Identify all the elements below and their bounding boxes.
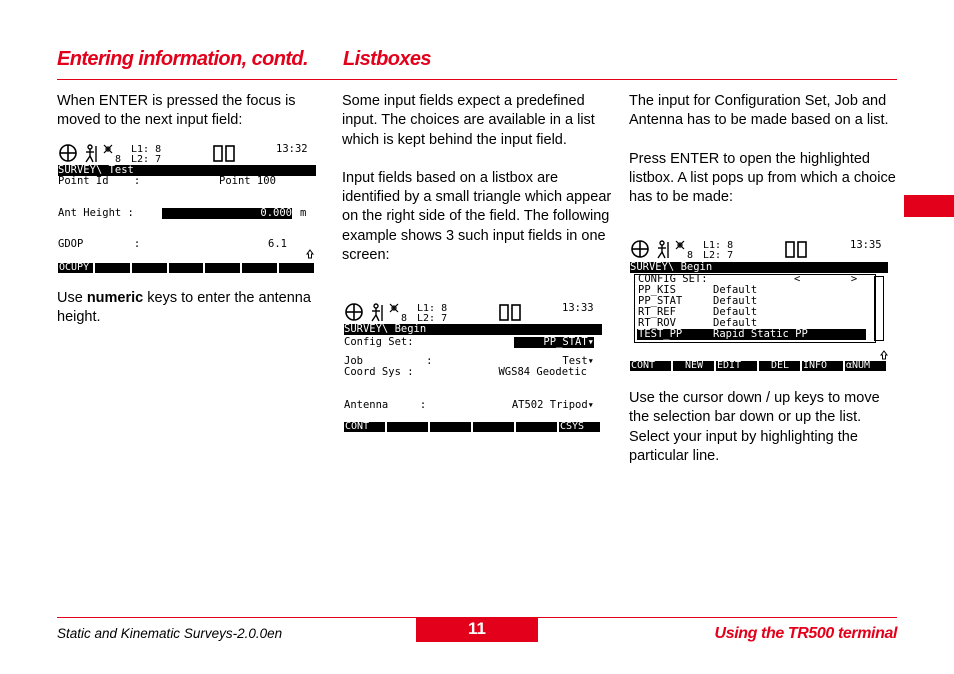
softkey[interactable] (132, 263, 169, 273)
lcd-screen-2 (344, 302, 602, 434)
satellite-icon (676, 241, 684, 249)
crosshair-icon (632, 241, 648, 257)
walker-icon (372, 304, 382, 321)
footer-document-title: Static and Kinematic Surveys-2.0.0en (57, 626, 283, 641)
paragraph: When ENTER is pressed the focus is moved to the next input field: (57, 93, 296, 129)
gdop-value: 6.1 (268, 238, 287, 250)
paragraph: The input for Configuration Set, Job and Antenna has to be made based on a list. (629, 93, 889, 129)
field-label: GDOP : (58, 238, 141, 250)
walker-icon (86, 145, 96, 162)
point-id-field[interactable]: Point 100 (219, 175, 276, 187)
header-rule (57, 79, 897, 80)
softkey[interactable] (387, 422, 430, 432)
softkey[interactable] (473, 422, 516, 432)
column-1 (57, 92, 327, 131)
crosshair-icon (60, 145, 76, 161)
paragraph: Some input fields expect a predefined input. The choices are available in a list which is kept behind the input field. (342, 93, 595, 148)
listbox-header: CONFIG SET: (638, 273, 708, 285)
column-2 (342, 92, 614, 265)
scrollbar[interactable] (874, 276, 884, 341)
satellite-icon (390, 304, 398, 312)
softkey-csys[interactable]: CSYS (559, 422, 600, 432)
listbox-arrows[interactable]: < > (794, 273, 858, 285)
paragraph: Use numeric keys to enter the antenna height. (57, 290, 311, 326)
clock: 13:33 (562, 302, 594, 314)
list-item[interactable]: PP_KIS Default (638, 284, 758, 296)
walker-icon (658, 241, 668, 258)
column-3 (629, 92, 901, 207)
softkey[interactable] (95, 263, 132, 273)
clock: 13:32 (276, 143, 308, 155)
satellite-icon (104, 145, 112, 153)
unit-label: m (300, 207, 307, 219)
chapter-tab (904, 195, 954, 217)
lcd-screen-1 (58, 143, 316, 275)
softkey[interactable] (205, 263, 242, 273)
lcd-screen-3 (630, 239, 888, 373)
softkey-bar (630, 361, 886, 371)
screen-title: SURVEY\ Begin (344, 324, 602, 335)
satellite-count: 8 (401, 313, 408, 324)
job-listbox[interactable]: Test▾ (562, 355, 594, 367)
coord-sys-field[interactable]: WGS84 Geodetic (498, 366, 587, 378)
section-subtitle: Listboxes (343, 48, 431, 70)
field-label: Job : (344, 355, 433, 367)
list-item-selected[interactable]: TEST_PP Rapid Static PP (637, 329, 866, 340)
softkey-alphanum[interactable]: αNUM (845, 361, 886, 371)
footer-chapter-title: Using the TR500 terminal (714, 625, 897, 642)
l1-satellites: L1: 8 (703, 240, 734, 251)
field-label: Point Id : (58, 175, 141, 187)
softkey-bar (344, 422, 600, 432)
softkey[interactable] (169, 263, 206, 273)
softkey-new[interactable]: NEW (673, 361, 716, 371)
battery-icon (214, 146, 234, 161)
shift-arrow-icon (880, 350, 888, 360)
screen-title: SURVEY\ Test (58, 165, 316, 176)
list-item[interactable]: RT_ROV Default (638, 317, 758, 329)
list-item[interactable]: PP_STAT Default (638, 295, 758, 307)
field-label: Config Set: (344, 336, 414, 348)
config-set-listbox[interactable]: PP_STAT▾ (514, 337, 594, 348)
l2-satellites: L2: 7 (131, 154, 162, 165)
antenna-height-field[interactable]: 0.000 (162, 208, 292, 219)
page-number: 11 (416, 618, 538, 642)
softkey-cont[interactable]: CONT (344, 422, 387, 432)
column-3-note (629, 389, 901, 466)
field-label: Antenna : (344, 399, 427, 411)
softkey[interactable] (516, 422, 559, 432)
softkey-ocupy[interactable]: OCUPY (58, 263, 95, 273)
softkey-bar (58, 263, 314, 273)
crosshair-icon (346, 304, 362, 320)
l2-satellites: L2: 7 (417, 313, 448, 324)
battery-icon (786, 242, 806, 257)
field-label: Ant Height : (58, 207, 134, 219)
section-title: Entering information, contd. (57, 48, 308, 70)
screen-title: SURVEY\ Begin (630, 262, 888, 273)
softkey-info[interactable]: INFO (802, 361, 845, 371)
softkey-del[interactable]: DEL (759, 361, 802, 371)
l1-satellites: L1: 8 (131, 144, 162, 155)
softkey-cont[interactable]: CONT (630, 361, 673, 371)
l2-satellites: L2: 7 (703, 250, 734, 261)
paragraph: Input fields based on a listbox are identified by a small triangle which appear on the right side of the field. The following example shows 3 such input fields in one screen: (342, 169, 612, 264)
column-1-note (57, 289, 327, 328)
shift-arrow-icon (306, 249, 314, 259)
satellite-count: 8 (115, 154, 122, 165)
l1-satellites: L1: 8 (417, 303, 448, 314)
softkey[interactable] (279, 263, 314, 273)
paragraph: Press ENTER to open the highlighted listbox. A list pops up from which a choice has to be made: (629, 150, 896, 206)
list-item[interactable]: RT_REF Default (638, 306, 758, 318)
bold-term: numeric (86, 290, 144, 306)
field-label: Coord Sys : (344, 366, 414, 378)
softkey[interactable] (242, 263, 279, 273)
softkey[interactable] (430, 422, 473, 432)
clock: 13:35 (850, 239, 882, 251)
softkey-edit[interactable]: EDIT (716, 361, 759, 371)
paragraph: Use the cursor down / up keys to move the selection bar down or up the list. Select your input by highlighting the particular line. (629, 390, 880, 464)
antenna-listbox[interactable]: AT502 Tripod▾ (511, 399, 594, 411)
battery-icon (500, 305, 520, 320)
satellite-count: 8 (687, 250, 694, 261)
